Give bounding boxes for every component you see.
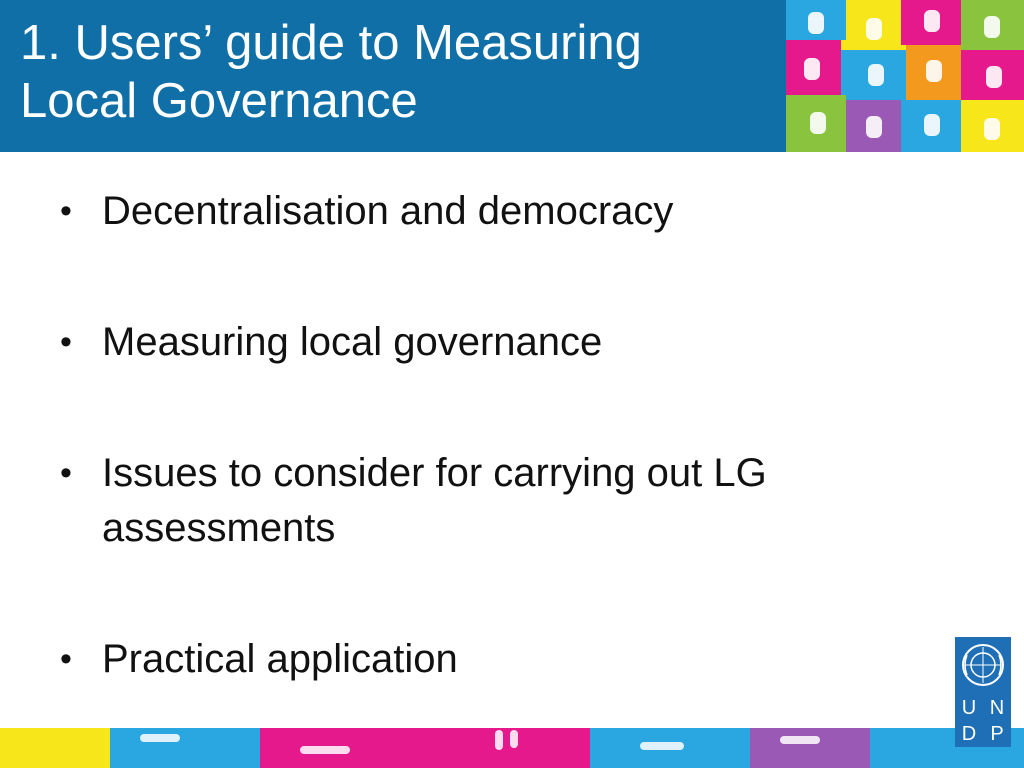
logo-letter: P (990, 723, 1004, 745)
undp-logo (955, 637, 1011, 747)
bullet-text: Measuring local governance (102, 320, 603, 364)
bullet-text: Practical application (102, 637, 458, 681)
slide-header (0, 0, 1024, 152)
slide-title-line-1: 1. Users’ guide to Measuring (20, 16, 642, 70)
logo-letter: U (961, 697, 977, 719)
slide-title (20, 14, 780, 130)
bullet-dot: • (60, 323, 72, 361)
bullet-item (60, 184, 940, 239)
undp-letters (955, 695, 1011, 747)
logo-letter: N (989, 697, 1005, 719)
slide-title-line-2: Local Governance (20, 74, 418, 128)
bullet-dot: • (60, 192, 72, 230)
bullet-text: Decentralisation and democracy (102, 189, 674, 233)
logo-letter: D (961, 723, 977, 745)
bullet-list (60, 184, 940, 687)
puzzle-footer-band (0, 728, 1024, 768)
bullet-item (60, 446, 940, 556)
bullet-item (60, 632, 940, 687)
bullet-text: Issues to consider for carrying out LG assessments (102, 451, 767, 550)
puzzle-hands-image (786, 0, 1024, 152)
bullet-dot: • (60, 454, 72, 492)
bullet-dot: • (60, 640, 72, 678)
un-emblem-icon (959, 641, 1007, 689)
bullet-item (60, 315, 940, 370)
